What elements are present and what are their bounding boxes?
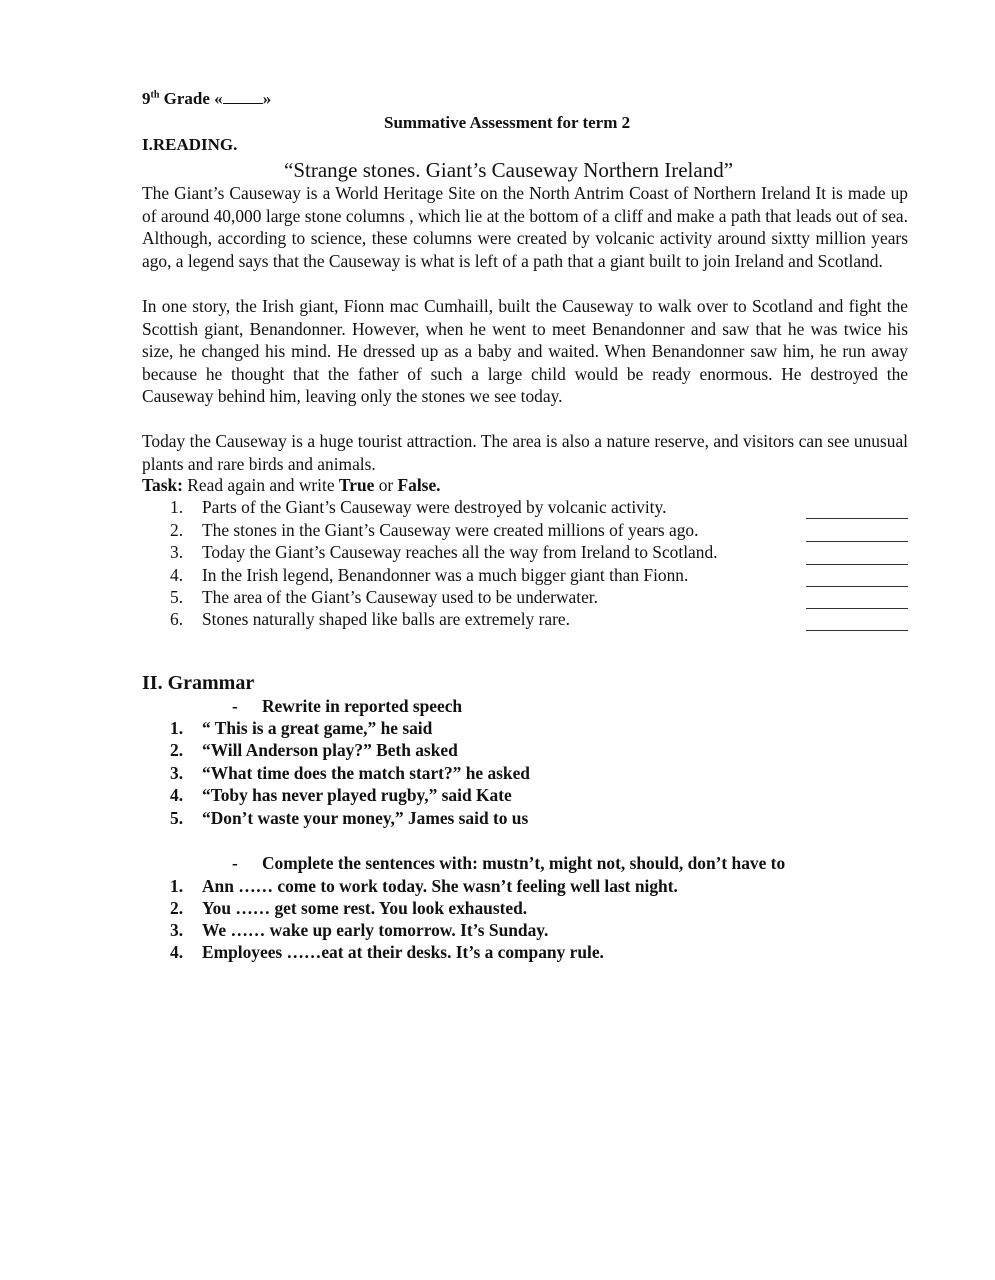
list-item: 4. In the Irish legend, Benandonner was a much bigger giant than Fionn. [170,565,689,585]
answer-line[interactable] [806,540,908,542]
reading-heading: I.READING. [142,135,238,154]
list-item: 6. Stones naturally shaped like balls are extremely rare. [170,609,570,629]
grade-line [142,89,271,109]
answer-line[interactable] [806,563,908,565]
task-or: or [374,475,398,495]
grade-close: » [262,89,272,108]
list-item: 5. The area of the Giant’s Causeway used to be underwater. [170,587,598,607]
task-true: True [338,475,375,495]
list-item: 2. The stones in the Giant’s Causeway were created millions of years ago. [170,520,699,540]
assessment-title: Summative Assessment for term 2 [384,113,631,132]
answer-line[interactable] [806,585,908,587]
task-instruction [142,475,441,496]
list-item: 3. “What time does the match start?” he asked [170,763,530,783]
reading-paragraph-1: The Giant’s Causeway is a World Heritage Site on the North Antrim Coast of Northern Ireland It is made up of around 40,000 large stone columns , which lie at the bottom of a cliff and make a path that leads out of sea. Although, according to science, these columns were created by volcanic activity around sixtty million years ago, a legend says that the Causeway is what is left of a path that a giant built to join Ireland and Scotland. [142,183,908,271]
list-item: 1. “ This is a great game,” he said [170,718,433,738]
grade-suffix: th [150,89,160,101]
grammar-task2-instruction: - Complete the sentences with: mustn’t, might not, should, don’t have to [232,853,786,873]
grade-number: 9 [142,89,151,108]
task-false: False. [397,475,441,495]
reading-paragraph-3: Today the Causeway is a huge tourist attraction. The area is also a nature reserve, and visitors can see unusual plants and rare birds and animals. [142,431,908,474]
list-item: 4. “Toby has never played rugby,” said Kate [170,785,512,805]
list-item: 3. We …… wake up early tomorrow. It’s Sunday. [170,920,549,940]
answer-line[interactable] [806,607,908,609]
answer-line[interactable] [806,517,908,519]
grade-label: Grade « [163,89,223,108]
list-item: 4. Employees ……eat at their desks. It’s a company rule. [170,942,604,962]
student-name-blank[interactable] [223,89,263,104]
story-title: “Strange stones. Giant’s Causeway Northern Ireland” [284,158,734,182]
list-item: 2. “Will Anderson play?” Beth asked [170,740,458,760]
task-label: Task: [142,475,183,495]
list-item: 5. “Don’t waste your money,” James said to us [170,808,529,828]
grammar-task1-instruction: - Rewrite in reported speech [232,696,463,716]
list-item: 1. Ann …… come to work today. She wasn’t feeling well last night. [170,876,678,896]
grammar-heading: II. Grammar [142,672,255,694]
list-item: 2. You …… get some rest. You look exhausted. [170,898,528,918]
list-item: 3. Today the Giant’s Causeway reaches all the way from Ireland to Scotland. [170,542,718,562]
reading-paragraph-2: In one story, the Irish giant, Fionn mac Cumhaill, built the Causeway to walk over to Scotland and fight the Scottish giant, Benandonner. However, when he went to meet Benandonner and saw that he was twice his size, he changed his mind. He dressed up as a baby and waited. When Benandonner saw him, he run away because he thought that the father of such a large child would be ready enormous. He destroyed the Causeway behind him, leaving only the stones we see today. [142,296,908,406]
answer-line[interactable] [806,629,908,631]
list-item: 1. Parts of the Giant’s Causeway were destroyed by volcanic activity. [170,497,667,517]
task-text: Read again and write [182,475,339,495]
